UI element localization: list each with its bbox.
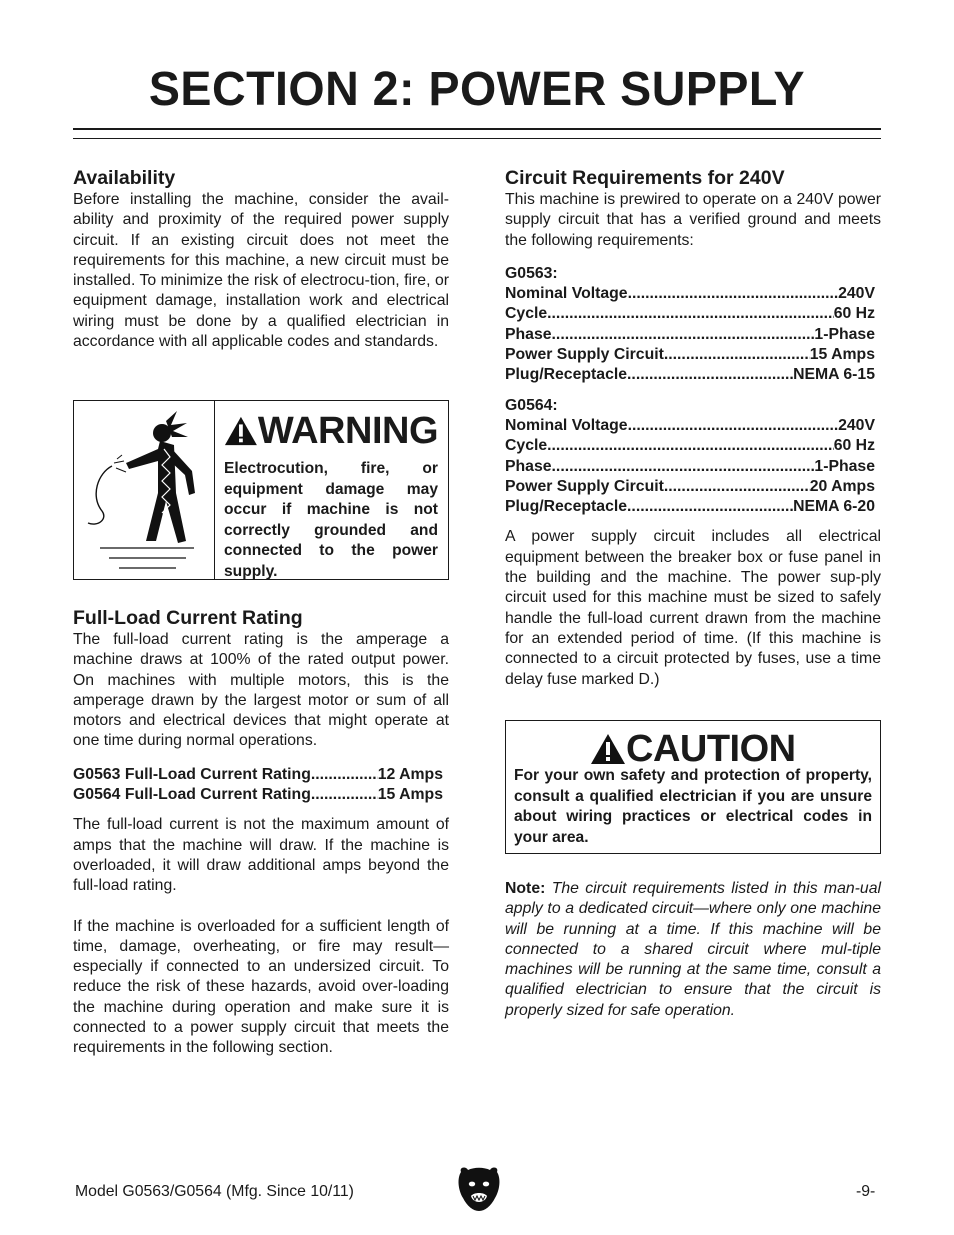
availability-body: Before installing the machine, consider the avail-ability and proximity of the required power supply circuit. If an existing circuit does not meet the requirements for this machine, a new circuit must be installed. To minimize the risk of electrocu-tion, fire, or equipment damage, installation work and electrical wiring must be done by a qualified electrician in accordance with all applicable codes and standards. <box>73 191 449 351</box>
title-rule-thick <box>73 128 881 130</box>
title-rule-thin <box>73 138 881 139</box>
spec-row: Plug/Receptacle ..... NEMA 6-15 <box>505 365 875 385</box>
availability-section <box>73 166 449 352</box>
bear-logo-icon <box>457 1166 501 1212</box>
note-text <box>505 879 881 1021</box>
warning-box <box>73 400 449 580</box>
caution-box <box>505 720 881 854</box>
spec-row: Power Supply Circuit ..... 20 Amps <box>505 477 875 497</box>
electrocution-icon <box>74 401 215 579</box>
full-load-ratings <box>73 765 443 806</box>
rating-row: G0564 Full-Load Current Rating ..... 15 Amps <box>73 785 443 805</box>
full-load-heading: Full-Load Current Rating <box>73 607 303 629</box>
full-load-body-1: The full-load current rating is the amperage a machine draws at 100% of the rated output power. On machines with multiple motors, this is the amperage drawn by the largest motor or sum of all motors and electrical devices that might operate at one time during normal operations. <box>73 631 449 750</box>
circuit-section <box>505 166 881 690</box>
spec-row: Cycle ..... 60 Hz <box>505 304 875 324</box>
full-load-section <box>73 606 449 1059</box>
circuit-body: A power supply circuit includes all electrical equipment between the breaker box or fuse panel in the building and the machine. The power sup-ply circuit used for this machine must be sized to safely handle the full-load current drawn from the machine for an extended period of time. (If this machine is connected to a circuit protected by fuses, use a time delay fuse marked D.) <box>505 528 881 688</box>
spec-row: Cycle ..... 60 Hz <box>505 436 875 456</box>
caution-label: CAUTION <box>626 728 796 770</box>
warning-banner <box>224 411 438 451</box>
spec-row: Phase ..... 1-Phase <box>505 457 875 477</box>
spec-row: Power Supply Circuit ..... 15 Amps <box>505 345 875 365</box>
page-title: SECTION 2: POWER SUPPLY <box>148 63 806 116</box>
caution-message: For your own safety and protection of property, consult a qualified electrician if you are unsure about wiring practices or electrical codes in your area. <box>514 767 872 846</box>
spec-row: Nominal Voltage ..... 240V <box>505 416 875 436</box>
circuit-intro: This machine is prewired to operate on a 240V power supply circuit that has a verified ground and meets the following requirements: <box>505 191 881 249</box>
caution-triangle-icon <box>590 733 626 765</box>
spec-row: Plug/Receptacle ..... NEMA 6-20 <box>505 497 875 517</box>
rating-row: G0563 Full-Load Current Rating ..... 12 Amps <box>73 765 443 785</box>
footer-page-number: -9- <box>856 1183 876 1200</box>
note-label: Note: <box>505 880 546 897</box>
warning-content <box>224 411 438 582</box>
full-load-body-2: The full-load current is not the maximum amount of amps that the machine will draw. If the machine is overloaded, it will draw additional amps beyond the full-load rating. <box>73 816 449 895</box>
note-body: The circuit requirements listed in this man-ual apply to a dedicated circuit—where only one machine will be running at a time. If this machine will be connected to a shared circuit where mul-tiple machines will be running at the same time, consult a qualified electrician to ensure that the circuit is properly sized for safe operation. <box>505 880 881 1019</box>
full-load-body-3: If the machine is overloaded for a sufficient length of time, damage, overheating, or fire may result—especially if connected to an undersized circuit. To reduce the risk of these hazards, avoid over-loading the machine during operation and make sure it is connected to a power supply circuit that meets the requirements in the following section. <box>73 917 449 1057</box>
spec-row: Nominal Voltage ..... 240V <box>505 284 875 304</box>
circuit-heading: Circuit Requirements for 240V <box>505 167 785 189</box>
g0563-heading: G0563: <box>505 264 558 282</box>
note-section <box>505 879 881 1021</box>
availability-heading: Availability <box>73 167 176 189</box>
g0564-heading: G0564: <box>505 396 558 414</box>
spec-row: Phase ..... 1-Phase <box>505 325 875 345</box>
g0564-specs <box>505 396 875 518</box>
footer-model: Model G0563/G0564 (Mfg. Since 10/11) <box>75 1183 354 1200</box>
warning-triangle-icon <box>224 415 258 447</box>
caution-banner <box>590 729 796 769</box>
g0563-specs <box>505 264 875 386</box>
warning-label: WARNING <box>257 410 438 452</box>
warning-message: Electrocution, fire, or equipment damage may occur if machine is not correctly grounded and connected to the power supply. <box>224 460 438 580</box>
